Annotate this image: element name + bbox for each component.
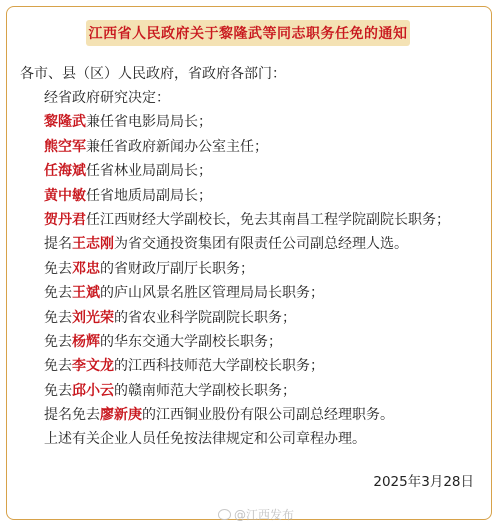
line-prefix: 经省政府研究决定： <box>44 90 170 106</box>
line-prefix: 免去 <box>44 358 72 375</box>
notice-line <box>44 184 484 208</box>
line-prefix: 免去 <box>44 382 72 399</box>
notice-line <box>44 427 484 451</box>
notice-line <box>44 110 484 134</box>
notice-line <box>44 281 484 305</box>
line-text: 任省林业局副局长； <box>86 163 212 180</box>
line-prefix: 提名 <box>44 236 72 253</box>
notice-line <box>44 403 484 427</box>
notice-line <box>44 354 484 378</box>
person-name: 黎隆武 <box>44 114 86 131</box>
line-text: 的江西科技师范大学副校长职务； <box>114 358 324 375</box>
person-name: 刘光荣 <box>72 309 114 326</box>
notice-line <box>44 232 484 256</box>
person-name: 任海斌 <box>44 163 86 180</box>
person-name: 邓忠 <box>72 260 100 277</box>
notice-line <box>44 257 484 281</box>
line-text: 兼任省电影局局长； <box>86 114 212 131</box>
person-name: 王志刚 <box>72 236 114 253</box>
line-text: 为省交通投资集团有限责任公司副总经理人选。 <box>114 236 408 253</box>
line-text: 的赣南师范大学副校长职务； <box>114 382 296 399</box>
salutation: 各市、县（区）人民政府，省政府各部门： <box>20 66 286 82</box>
person-name: 黄中敏 <box>44 187 86 204</box>
notice-line <box>44 379 484 403</box>
notice-line <box>44 86 484 110</box>
line-text: 的江西铜业股份有限公司副总经理职务。 <box>142 407 394 424</box>
line-text: 的庐山风景名胜区管理局局长职务； <box>100 285 324 302</box>
weibo-icon <box>218 509 231 520</box>
notice-date: 2025年3月28日 <box>373 474 474 490</box>
line-prefix: 免去 <box>44 260 72 277</box>
notice-line <box>44 159 484 183</box>
line-prefix: 免去 <box>44 309 72 326</box>
line-text: 的华东交通大学副校长职务； <box>100 333 282 350</box>
person-name: 熊空军 <box>44 138 86 155</box>
notice-title-text: 江西省人民政府关于黎隆武等同志职务任免的通知 <box>88 26 408 42</box>
notice-title <box>86 20 410 46</box>
line-text: 任省地质局副局长； <box>86 187 212 204</box>
watermark-text: @江西发布 <box>234 508 295 522</box>
notice-line <box>44 208 484 232</box>
person-name: 廖新庚 <box>100 407 142 424</box>
line-prefix: 免去 <box>44 333 72 350</box>
notice-line <box>44 135 484 159</box>
person-name: 贺丹君 <box>44 211 86 228</box>
person-name: 李文龙 <box>72 358 114 375</box>
watermark <box>218 506 294 523</box>
person-name: 王斌 <box>72 285 100 302</box>
line-prefix: 免去 <box>44 285 72 302</box>
line-text: 任江西财经大学副校长，免去其南昌工程学院副院长职务； <box>86 211 450 228</box>
line-prefix: 提名免去 <box>44 407 100 424</box>
person-name: 杨辉 <box>72 333 100 350</box>
notice-body <box>44 86 484 452</box>
line-prefix: 上述有关企业人员任免按法律规定和公司章程办理。 <box>44 431 366 448</box>
notice-line <box>44 330 484 354</box>
line-text: 的省农业科学院副院长职务； <box>114 309 296 326</box>
line-text: 兼任省政府新闻办公室主任； <box>86 138 268 155</box>
person-name: 邱小云 <box>72 382 114 399</box>
notice-line <box>44 306 484 330</box>
line-text: 的省财政厅副厅长职务； <box>100 260 254 277</box>
